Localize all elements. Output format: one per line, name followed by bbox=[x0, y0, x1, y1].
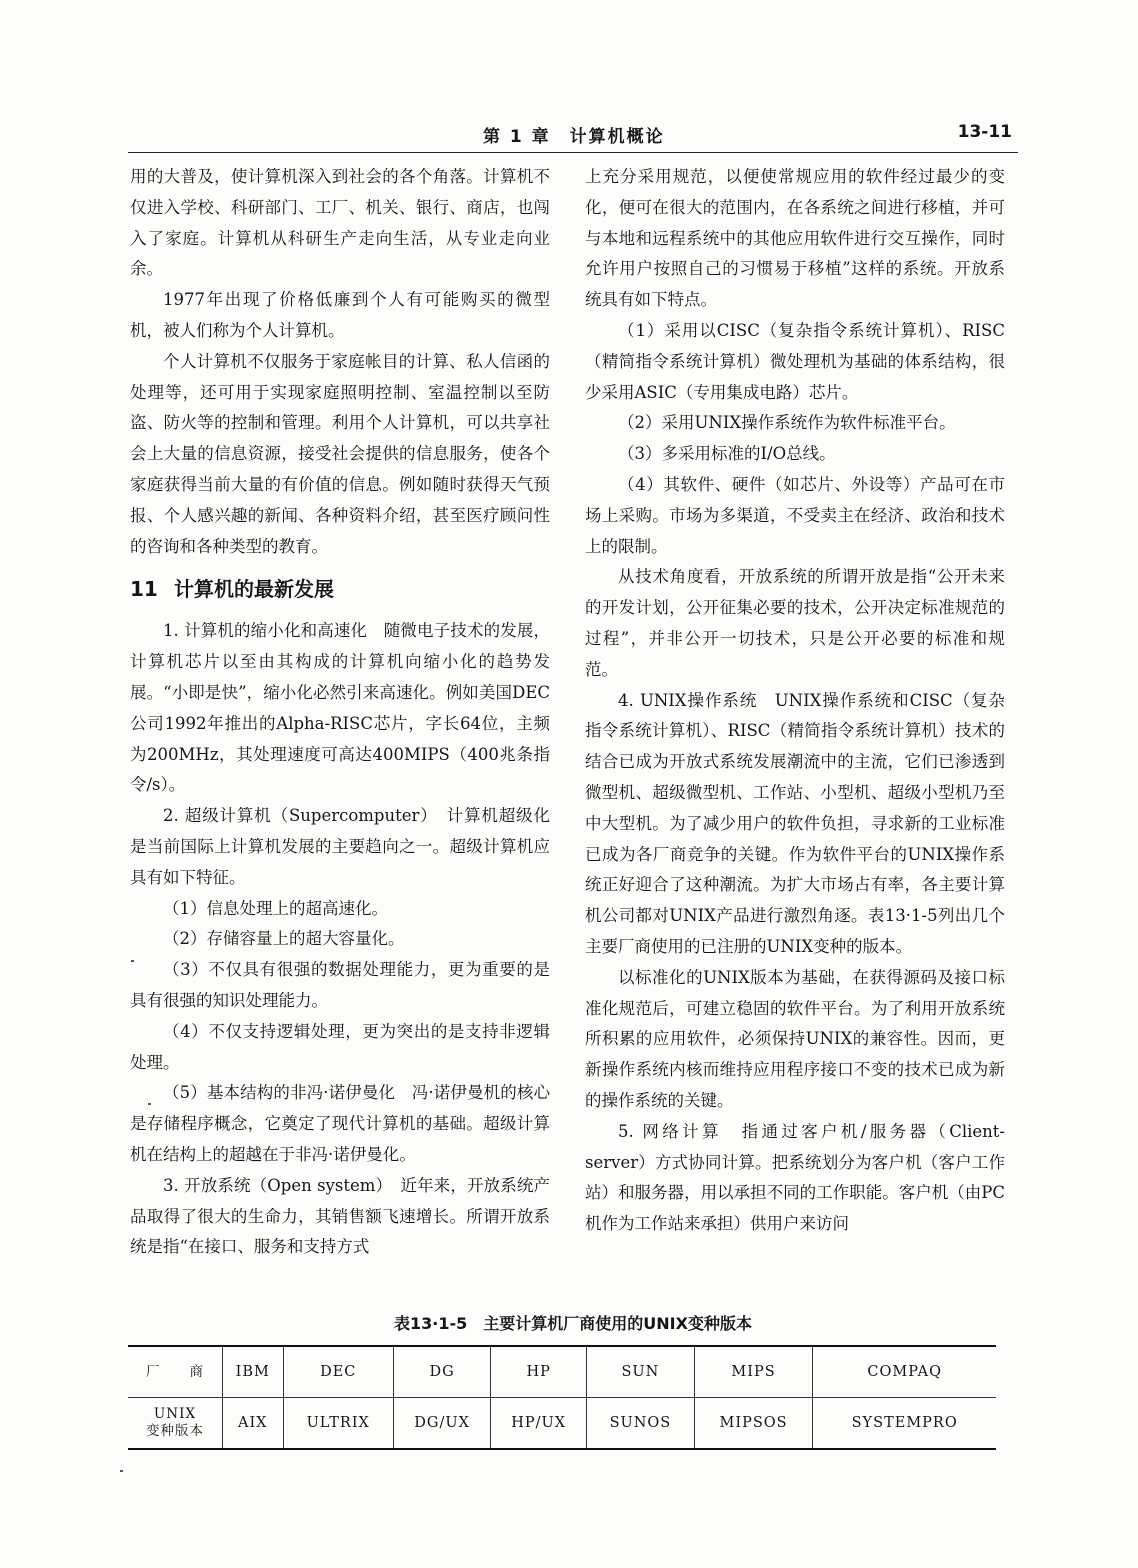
section-heading bbox=[130, 572, 550, 606]
right-column bbox=[585, 162, 1005, 1240]
paragraph: 个人计算机不仅服务于家庭帐目的计算、私人信函的处理等，还可用于实现家庭照明控制、室温控制以至防盗、防火等的控制和管理。利用个人计算机，可以共享社会上大量的信息资源，接受社会提供的信息服务，使各个家庭获得当前大量的有价值的信息。例如随时获得天气预报、个人感兴趣的新闻、各种资料介绍，甚至医疗顾问性的咨询和各种类型的教育。 bbox=[130, 351, 550, 556]
list-item: （2）存储容量上的超大容量化。 bbox=[163, 929, 405, 949]
paragraph: 4. UNIX操作系统 UNIX操作系统和CISC（复杂指令系统计算机）、RISC（精简指令系统计算机）技术的结合已成为开放式系统发展潮流中的主流，它们已渗透到微型机、超级微型机、工作站、小型机、超级小型机乃至中大型机。为了减少用户的软件负担，寻求新的工业标准已成为各厂商竞争的关键。作为软件平台的UNIX操作系统正好迎合了这种潮流。为扩大市场占有率，各主要计算机公司都对UNIX产品进行激烈角逐。表13·1-5列出几个主要厂商使用的已注册的UNIX变种的版本。 bbox=[585, 690, 1005, 956]
row-header-line: UNIX bbox=[153, 1406, 197, 1422]
paragraph: 2. 超级计算机（Supercomputer） 计算机超级化是当前国际上计算机发展的主要趋向之一。超级计算机应具有如下特征。 bbox=[130, 806, 550, 887]
paragraph: 从技术角度看，开放系统的所谓开放是指“公开未来的开发计划，公开征集必要的技术，公开决定标准规范的过程”，并非公开一切技术，只是公开必要的标准和规范。 bbox=[585, 567, 1005, 679]
paragraph: 3. 开放系统（Open system） 近年来，开放系统产品取得了很大的生命力，其销售额飞速增长。所谓开放系统是指“在接口、服务和支持方式 bbox=[130, 1175, 550, 1257]
table-caption: 表13·1-5 主要计算机厂商使用的UNIX变种版本 bbox=[394, 1314, 752, 1333]
table-cell: HP/UX bbox=[491, 1398, 587, 1450]
paragraph: 上充分采用规范，以便使常规应用的软件经过最少的变化，便可在很大的范围内，在各系统之间进行移植，并可与本地和远程系统中的其他应用软件进行交互操作，同时允许用户按照自己的习惯易于移植”这样的系统。开放系统具有如下特点。 bbox=[585, 167, 1005, 310]
row-header bbox=[128, 1398, 223, 1450]
table-cell: ULTRIX bbox=[283, 1398, 393, 1450]
table-cell: AIX bbox=[223, 1398, 284, 1450]
table-cell: MIPS bbox=[694, 1346, 813, 1398]
table-cell: DG bbox=[393, 1346, 490, 1398]
paragraph: 1. 计算机的缩小化和高速化 随微电子技术的发展，计算机芯片以至由其构成的计算机向缩小化的趋势发展。“小即是快”，缩小化必然引来高速化。例如美国DEC公司1992年推出的Alpha-RISC芯片，字长64位，主频为200MHz，其处理速度可高达400MIPS（400兆条指令/s）。 bbox=[130, 621, 550, 795]
section-number: 11 bbox=[130, 577, 158, 602]
chapter-title: 第 1 章 计算机概论 bbox=[483, 127, 665, 147]
list-item: （3）不仅具有很强的数据处理能力，更为重要的是具有很强的知识处理能力。 bbox=[130, 960, 550, 1010]
list-item: （1）信息处理上的超高速化。 bbox=[163, 898, 388, 918]
paragraph: 以标准化的UNIX版本为基础，在获得源码及接口标准化规范后，可建立稳固的软件平台。为了利用开放系统所积累的应用软件，必须保持UNIX的兼容性。因而，更新操作系统内核而维持应用程序接口不变的技术已成为新的操作系统的关键。 bbox=[585, 967, 1005, 1110]
paragraph: 用的大普及，使计算机深入到社会的各个角落。计算机不仅进入学校、科研部门、工厂、机关、银行、商店，也闯入了家庭。计算机从科研生产走向生活，从专业走向业余。 bbox=[130, 167, 550, 279]
table-row bbox=[128, 1346, 996, 1398]
table-cell: DG/UX bbox=[393, 1398, 490, 1450]
table-cell: SUN bbox=[587, 1346, 695, 1398]
table-cell: SUNOS bbox=[587, 1398, 695, 1450]
list-item: （3）多采用标准的I/O总线。 bbox=[618, 444, 836, 464]
table-cell: MIPSOS bbox=[694, 1398, 813, 1450]
scan-speck bbox=[148, 1103, 151, 1105]
list-item: （1）采用以CISC（复杂指令系统计算机）、RISC（精简指令系统计算机）微处理机为基础的体系结构，很少采用ASIC（专用集成电路）芯片。 bbox=[585, 320, 1005, 402]
table-cell: DEC bbox=[283, 1346, 393, 1398]
table-cell: HP bbox=[491, 1346, 587, 1398]
row-header-line: 变种版本 bbox=[146, 1423, 204, 1439]
table-cell: IBM bbox=[223, 1346, 284, 1398]
table-row bbox=[128, 1398, 996, 1450]
paragraph: 1977年出现了价格低廉到个人有可能购买的微型机，被人们称为个人计算机。 bbox=[130, 290, 550, 340]
page-number: 13-11 bbox=[957, 122, 1012, 142]
left-column bbox=[130, 162, 550, 1263]
running-header bbox=[128, 120, 1018, 153]
row-header: 厂 商 bbox=[128, 1346, 223, 1398]
section-title: 计算机的最新发展 bbox=[174, 577, 334, 602]
paragraph: 5. 网络计算 指通过客户机/服务器（Client-server）方式协同计算。把系统划分为客户机（客户工作站）和服务器，用以承担不同的工作职能。客户机（由PC机作为工作站来承担）供用户来访问 bbox=[585, 1121, 1005, 1234]
scan-speck bbox=[120, 1470, 123, 1472]
unix-variants-table bbox=[128, 1345, 996, 1450]
list-item: （2）采用UNIX操作系统作为软件标准平台。 bbox=[618, 413, 956, 433]
list-item: （5）基本结构的非冯·诺伊曼化 冯·诺伊曼机的核心是存储程序概念，它奠定了现代计算机的基础。超级计算机在结构上的超越在于非冯·诺伊曼化。 bbox=[130, 1083, 550, 1164]
table-cell: COMPAQ bbox=[813, 1346, 996, 1398]
table-cell: SYSTEMPRO bbox=[813, 1398, 996, 1450]
list-item: （4）不仅支持逻辑处理，更为突出的是支持非逻辑处理。 bbox=[130, 1021, 550, 1072]
list-item: （4）其软件、硬件（如芯片、外设等）产品可在市场上采购。市场为多渠道，不受卖主在经济、政治和技术上的限制。 bbox=[585, 474, 1005, 556]
scan-speck bbox=[131, 960, 134, 962]
